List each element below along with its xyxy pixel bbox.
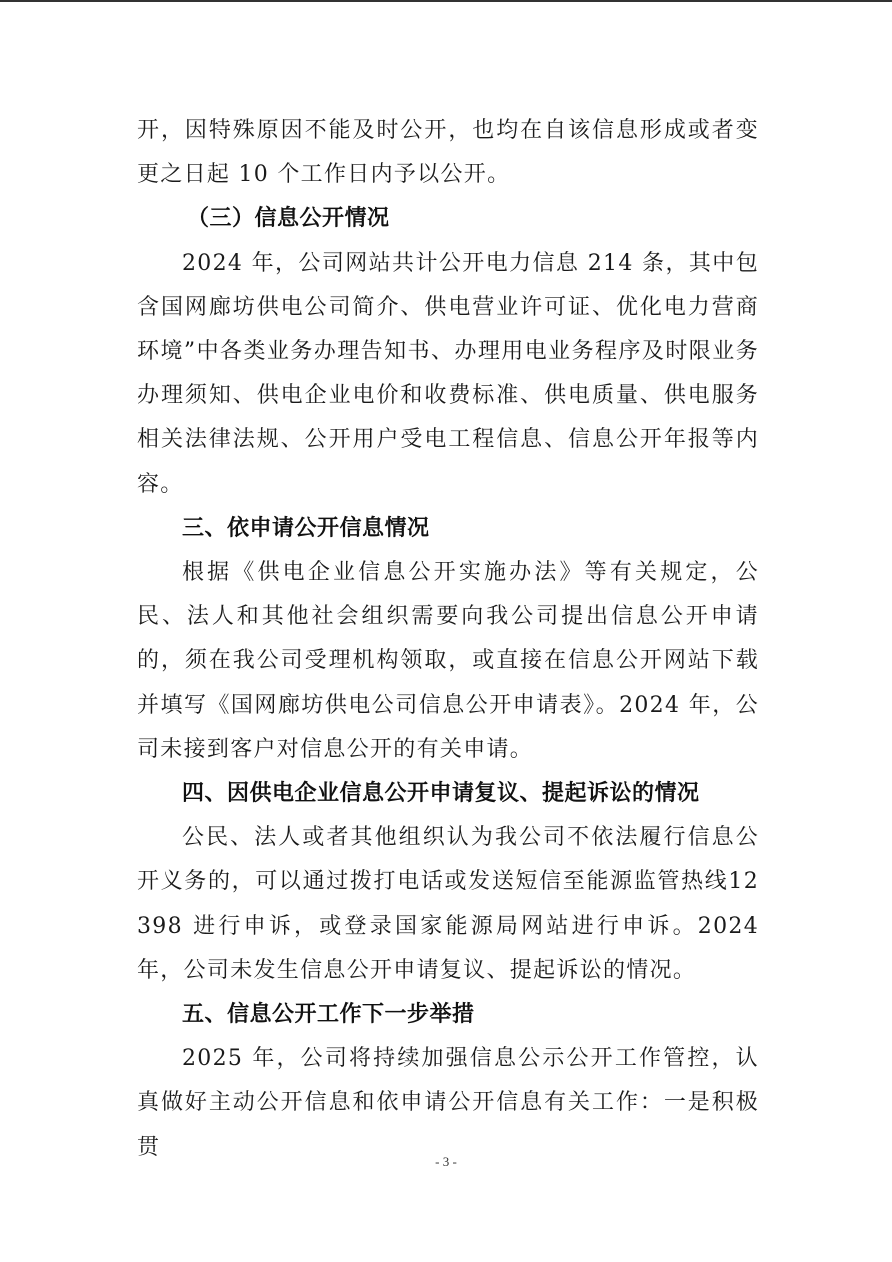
paragraph-next-steps: 2025 年，公司将持续加强信息公示公开工作管控，认真做好主动公开信息和依申请公开信息有关工作：一是积极贯 (137, 1046, 759, 1160)
heading-section-four: 四、因供电企业信息公开申请复议、提起诉讼的情况 (182, 781, 700, 807)
paragraph-disclosure-summary: 2024 年，公司网站共计公开电力信息 214 条，其中包含国网廊坊供电公司简介、供电营业许可证、优化电力营商环境”中各类业务办理告知书、办理用电业务程序及时限业务办理须知、供电企业电价和收费标准、供电质量、供电服务相关法律法规、公开用户受电工程信息、信息公开年报等内容。 (137, 250, 759, 497)
paragraph-application-disclosure: 根据《供电企业信息公开实施办法》等有关规定，公民、法人和其他社会组织需要向我公司提出信息公开申请的，须在我公司受理机构领取，或直接在信息公开网站下载并填写《国网廊坊供电公司信息公开申请表》。2024 年，公司未接到客户对信息公开的有关申请。 (137, 560, 759, 762)
document-body (137, 109, 759, 1170)
subheading-info-disclosure-status: （三）信息公开情况 (187, 206, 390, 232)
paragraph-continuation: 开，因特殊原因不能及时公开，也均在自该信息形成或者变更之日起 10 个工作日内予以公开。 (137, 118, 759, 188)
heading-section-three: 三、依申请公开信息情况 (182, 515, 430, 541)
top-border-line (0, 0, 892, 2)
heading-section-five: 五、信息公开工作下一步举措 (182, 1002, 475, 1028)
paragraph-complaints: 公民、法人或者其他组织认为我公司不依法履行信息公开义务的，可以通过拨打电话或发送短信至能源监管热线12398 进行申诉，或登录国家能源局网站进行申诉。2024 年，公司未发生信息公开申请复议、提起诉讼的情况。 (137, 825, 759, 983)
page-number: - 3 - (435, 1154, 457, 1169)
